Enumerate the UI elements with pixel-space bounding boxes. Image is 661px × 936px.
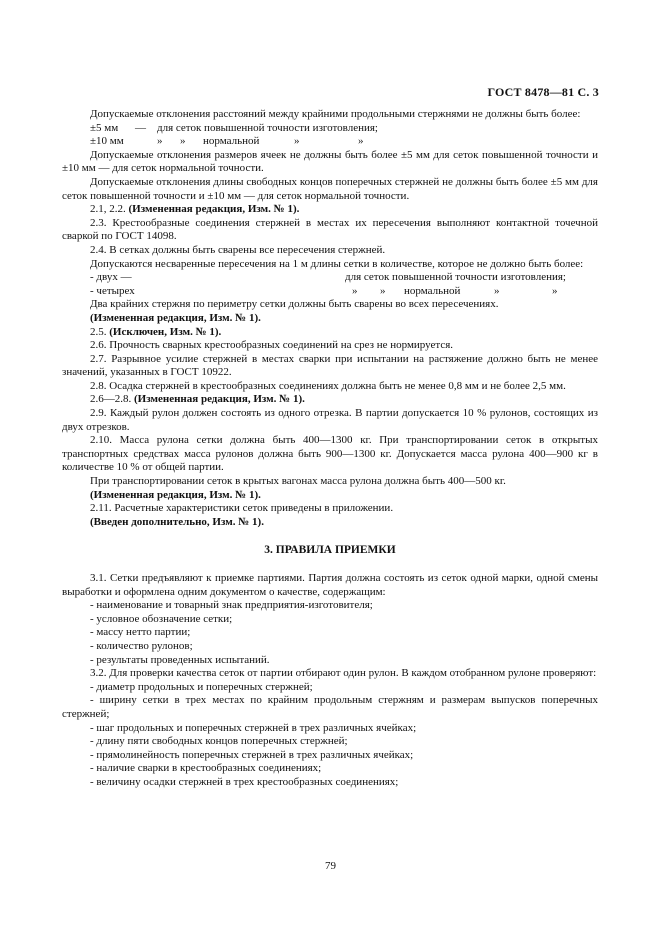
paragraph: Два крайних стержня по периметру сетки должны быть сварены во всех пересечениях. [90, 298, 499, 311]
list-item: - массу нетто партии; [90, 626, 191, 639]
list-item: - ширину сетки в трех местах по крайним продольным стержням и размерам выпусков поперечных стержней; [62, 694, 598, 720]
unwelded-row-1 [62, 271, 598, 285]
tab-cell: нормальной [404, 284, 461, 297]
amendment-note: (Измененная редакция, Изм. № 1). [134, 393, 305, 406]
list-item: - шаг продольных и поперечных стержней в трех различных ячейках; [90, 721, 417, 734]
paragraph: Допускаемые отклонения размеров ячеек не должны быть более ±5 мм для сеток повышенной точности и ±10 мм — для сеток нормальной точности. [62, 148, 598, 175]
paragraph: При транспортировании сеток в крытых вагонах масса рулона должна быть 400—500 кг. [90, 475, 506, 488]
tab-cell: » [380, 284, 386, 297]
paragraph: 2.11. Расчетные характеристики сеток приведены в приложении. [90, 502, 394, 515]
amendment-note: (Измененная редакция, Изм. № 1). [90, 311, 261, 324]
paragraph [62, 393, 598, 407]
tab-cell: для сеток повышенной точности изготовления; [345, 271, 566, 284]
paragraph: 3.2. Для проверки качества сеток от партии отбирают один рулон. В каждом отобранном рулоне проверяют: [90, 667, 597, 680]
quality-document-list [62, 599, 598, 667]
list-item: - результаты проведенных испытаний. [90, 653, 270, 666]
list-item: - наличие сварки в крестообразных соединениях; [90, 762, 322, 775]
tab-cell: нормальной [203, 135, 260, 148]
tab-cell: ±5 мм [90, 121, 119, 134]
list-item: - прямолинейность поперечных стержней в трех различных ячейках; [90, 748, 414, 761]
tolerance-row-2 [62, 135, 598, 149]
page-number: 79 [325, 860, 336, 872]
page-content [62, 108, 598, 790]
paragraph: 2.8. Осадка стержней в крестообразных соединениях должна быть не менее 0,8 мм и не более 2,5 мм. [90, 379, 566, 392]
paragraph: 2.4. В сетках должны быть сварены все пересечения стержней. [90, 243, 386, 256]
tab-cell: » [294, 135, 300, 148]
clause-number: 2.5. [90, 325, 107, 338]
amendment-note: (Измененная редакция, Изм. № 1). [90, 488, 261, 501]
paragraph: 2.7. Разрывное усилие стержней в местах сварки при испытании на растяжение должно быть не менее значений, указанных в ГОСТ 10922. [62, 352, 598, 379]
tab-cell: » [358, 135, 364, 148]
list-item: - наименование и товарный знак предприятия-изготовителя; [90, 599, 373, 612]
inspection-list [62, 681, 598, 790]
tab-cell: ±10 мм [90, 135, 124, 148]
paragraph: 2.3. Крестообразные соединения стержней в местах их пересечения выполняют контактной точечной сваркой по ГОСТ 14098. [62, 216, 598, 243]
tab-cell: » [552, 284, 558, 297]
list-item: - условное обозначение сетки; [90, 612, 233, 625]
tab-cell: для сеток повышенной точности изготовления; [157, 121, 378, 134]
list-item: - количество рулонов; [90, 639, 193, 652]
tab-cell: - четырех [90, 284, 135, 297]
paragraph: Допускаемые отклонения длины свободных концов поперечных стержней не должны быть более ±5 мм для сеток повышенной точности и ±10 мм — для сеток нормальной точности. [62, 175, 598, 202]
clause-number: 2.1, 2.2. [90, 203, 126, 216]
paragraph: 3.1. Сетки предъявляют к приемке партиями. Партия должна состоять из сеток одной марки, одной смены выработки и оформлена одним документом о качестве, содержащим: [62, 572, 598, 598]
list-item: - диаметр продольных и поперечных стержней; [90, 680, 313, 693]
tab-cell: » [352, 284, 358, 297]
list-item: - длину пяти свободных концов поперечных стержней; [90, 735, 348, 748]
paragraph: Допускаются несваренные пересечения на 1 м длины сетки в количестве, которое не должно быть более: [90, 257, 584, 270]
paragraph [62, 326, 598, 340]
unwelded-row-2 [62, 285, 598, 299]
tab-cell: » [157, 135, 163, 148]
paragraph: 2.9. Каждый рулон должен состоять из одного отрезка. В партии допускается 10 % рулонов, состоящих из двух отрезков. [62, 407, 598, 433]
tolerance-row-1 [62, 122, 598, 136]
tab-cell: - двух — [90, 271, 132, 284]
section-heading: 3. ПРАВИЛА ПРИЕМКИ [264, 544, 396, 557]
clause-number: 2.6—2.8. [90, 393, 132, 406]
page-header: ГОСТ 8478—81 С. 3 [487, 85, 599, 99]
paragraph: Допускаемые отклонения расстояний между крайними продольными стержнями не должны быть более: [90, 108, 581, 120]
paragraph: 2.6. Прочность сварных крестообразных соединений на срез не нормируется. [90, 339, 454, 352]
tab-cell: — [135, 121, 146, 134]
amendment-note: (Введен дополнительно, Изм. № 1). [90, 515, 264, 528]
paragraph: 2.10. Масса рулона сетки должна быть 400—1300 кг. При транспортировании сеток в открытых транспортных средствах масса рулонов должна быть 900—1300 кг. Допускается масса рулона 400—900 кг в количестве 10 % от общей партии. [62, 434, 598, 474]
amendment-note: (Исключен, Изм. № 1). [109, 325, 222, 338]
paragraph [62, 203, 598, 217]
list-item: - величину осадки стержней в трех крестообразных соединениях; [90, 775, 399, 788]
tab-cell: » [180, 135, 186, 148]
amendment-note: (Измененная редакция, Изм. № 1). [128, 203, 300, 216]
tab-cell: » [494, 284, 500, 297]
